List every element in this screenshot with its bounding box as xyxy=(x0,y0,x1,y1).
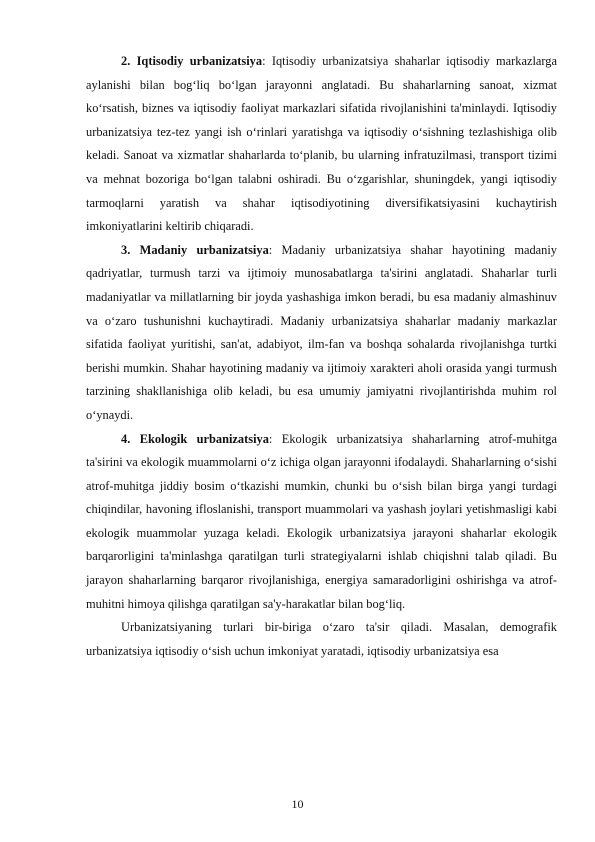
paragraph-text: Urbanizatsiyaning turlari bir-biriga o‘zaro ta'sir qiladi. Masalan, demografik urbanizatsiya iqtisodiy o‘sish uchun imkoniyat yaratadi, iqtisodiy urbanizatsiya esa xyxy=(86,620,557,658)
paragraph-ecological-urbanization xyxy=(86,428,557,617)
term-heading: 2. Iqtisodiy urbanizatsiya xyxy=(121,54,263,68)
paragraph-text: : Madaniy urbanizatsiya shahar hayotining madaniy qadriyatlar, turmush tarzi va ijtimoiy munosabatlarga ta'sirini anglatadi. Shaharlar turli madaniyatlar va millatlarning bir joyda yashashiga imkon beradi, bu esa madaniy almashinuv va o‘zaro tushunishni kuchaytiradi. Madaniy urbanizatsiya shaharlar madaniy markazlar sifatida faoliyat yuritishi, san'at, adabiyot, ilm-fan va boshqa sohalarda rivojlanishga turtki berishi mumkin. Shahar hayotining madaniy va ijtimoiy xarakteri aholi orasida yangi turmush tarzining shakllanishiga olib keladi, bu esa umumiy jamiyatni rivojlantirishda muhim rol o‘ynaydi. xyxy=(86,242,557,422)
term-heading: 3. Madaniy urbanizatsiya xyxy=(121,242,269,257)
paragraph-text: : Iqtisodiy urbanizatsiya shaharlar iqtisodiy markazlarga aylanishi bilan bog‘liq bo‘lgan jarayonni anglatadi. Bu shaharlarning sanoat, xizmat ko‘rsatish, biznes va iqtisodiy faoliyat markazlari sifatida rivojlanishini ta'minlaydi. Iqtisodiy urbanizatsiya tez-tez yangi ish o‘rinlari yaratishga va iqtisodiy o‘sishning tezlashishiga olib keladi. Sanoat va xizmatlar shaharlarda to‘planib, bu ularning infratuzilmasi, transport tizimi va mehnat bozoriga bo‘lgan talabni oshiradi. Bu o‘zgarishlar, shuningdek, yangi iqtisodiy tarmoqlarni yaratish va shahar iqtisodiyotining diversifikatsiyasini kuchaytirish imkoniyatlarini keltirib chiqaradi. xyxy=(86,54,557,234)
page-number: 10 xyxy=(291,797,304,811)
term-heading: 4. Ekologik urbanizatsiya xyxy=(121,431,269,446)
paragraph-interaction xyxy=(86,616,557,663)
document-body xyxy=(86,50,557,663)
paragraph-cultural-urbanization xyxy=(86,239,557,428)
paragraph-economic-urbanization xyxy=(86,50,557,239)
paragraph-text: : Ekologik urbanizatsiya shaharlarning atrof-muhitga ta'sirini va ekologik muammolarni o‘z ichiga olgan jarayonni ifodalaydi. Shaharlarning o‘sishi atrof-muhitga jiddiy bosim o‘tkazishi mumkin, chunki bu o‘sish bilan birga yangi turdagi chiqindilar, havoning ifloslanishi, transport muammolari va yashash joylari yetishmasligi kabi ekologik muammolar yuzaga keladi. Ekologik urbanizatsiya jarayoni shaharlar ekologik barqarorligini ta'minlashga qaratilgan turli strategiyalarni ishlab chiqishni talab qiladi. Bu jarayon shaharlarning barqaror rivojlanishiga, energiya samaradorligini oshirishga va atrof-muhitni himoya qilishga qaratilgan sa'y-harakatlar bilan bog‘liq. xyxy=(86,431,557,611)
